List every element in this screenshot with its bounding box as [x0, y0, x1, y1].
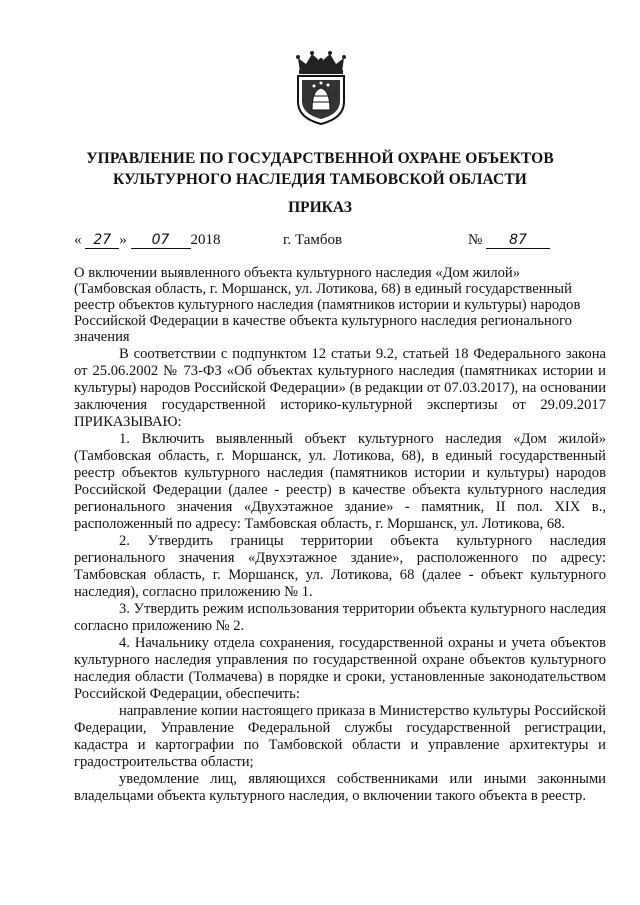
subject-line: Российской Федерации в качестве объекта культурного наследия регионального [74, 313, 572, 329]
organization-name [60, 148, 580, 190]
order-month: 07 [131, 232, 191, 249]
order-number [468, 232, 550, 249]
item-4-subitem: направление копии настоящего приказа в Министерство культуры Российской Федерации, Управление Федеральной службы государственной регистрации, кадастра и картографии по Тамбовской области и управление архитектуры и градостроительства области; [74, 703, 606, 770]
order-date [74, 232, 221, 249]
order-subject [74, 265, 606, 345]
preamble-paragraph: В соответствии с подпунктом 12 статьи 9.2, статьей 18 Федерального закона от 25.06.2002 № 73-ФЗ «Об объектах культурного наследия (памятниках истории и культуры) народов Российской Федерации» (в редакции от 07.03.2017), на основании заключения государственной историко-культурной экспертизы от 29.09.2017 ПРИКАЗЫВАЮ: [74, 346, 606, 430]
subject-line: (Тамбовская область, г. Моршанск, ул. Лотикова, 68) в единый государственный [74, 281, 572, 297]
order-day: 27 [85, 232, 119, 249]
subject-line: реестр объектов культурного наследия (памятников истории и культуры) народов [74, 297, 581, 313]
close-quote: » [119, 232, 127, 248]
item-4-subitem: уведомление лиц, являющихся собственниками или иными законными владельцами объекта культурного наследия, о включении такого объекта в реестр. [74, 771, 606, 804]
item-3-paragraph: 3. Утвердить режим использования территории объекта культурного наследия согласно приложению № 2. [74, 601, 606, 634]
item-4-paragraph: 4. Начальнику отдела сохранения, государственной охраны и учета объектов культурного наследия управления по государственной охране объектов культурного наследия области (Толмачева) в порядке и сроки, установленные законодательством Российской Федерации, обеспечить: [74, 635, 606, 702]
item-2-paragraph: 2. Утвердить границы территории объекта культурного наследия регионального значения «Двухэтажное здание», расположенного по адресу: Тамбовская область, г. Моршанск, ул. Лотикова, 68 (далее - объект культурного наследия), согласно приложению № 1. [74, 533, 606, 600]
number-value: 87 [486, 232, 550, 249]
org-line-1: УПРАВЛЕНИЕ ПО ГОСУДАРСТВЕННОЙ ОХРАНЕ ОБЪЕКТОВ [86, 150, 554, 167]
order-city: г. Тамбов [283, 232, 343, 248]
subject-line: О включении выявленного объекта культурного наследия «Дом жилой» [74, 265, 521, 281]
order-body [74, 346, 606, 805]
open-quote: « [74, 232, 82, 248]
coat-of-arms-icon [292, 50, 350, 126]
subject-line: значения [74, 329, 130, 345]
order-year: 2018 [190, 232, 221, 248]
org-line-2: КУЛЬТУРНОГО НАСЛЕДИЯ ТАМБОВСКОЙ ОБЛАСТИ [113, 171, 527, 188]
item-1-paragraph: 1. Включить выявленный объект культурного наследия «Дом жилой» (Тамбовская область, г. Моршанск, ул. Лотикова, 68), в единый государственный реестр объектов культурного наследия (памятников истории и культуры) народов Российской Федерации (далее - реестр) в качестве объекта культурного наследия регионального значения «Двухэтажное здание» - памятник, II пол. XIX в., расположенный по адресу: Тамбовская область, г. Моршанск, ул. Лотикова, 68. [74, 431, 606, 532]
document-type: ПРИКАЗ [288, 199, 352, 216]
number-label: № [468, 232, 483, 248]
